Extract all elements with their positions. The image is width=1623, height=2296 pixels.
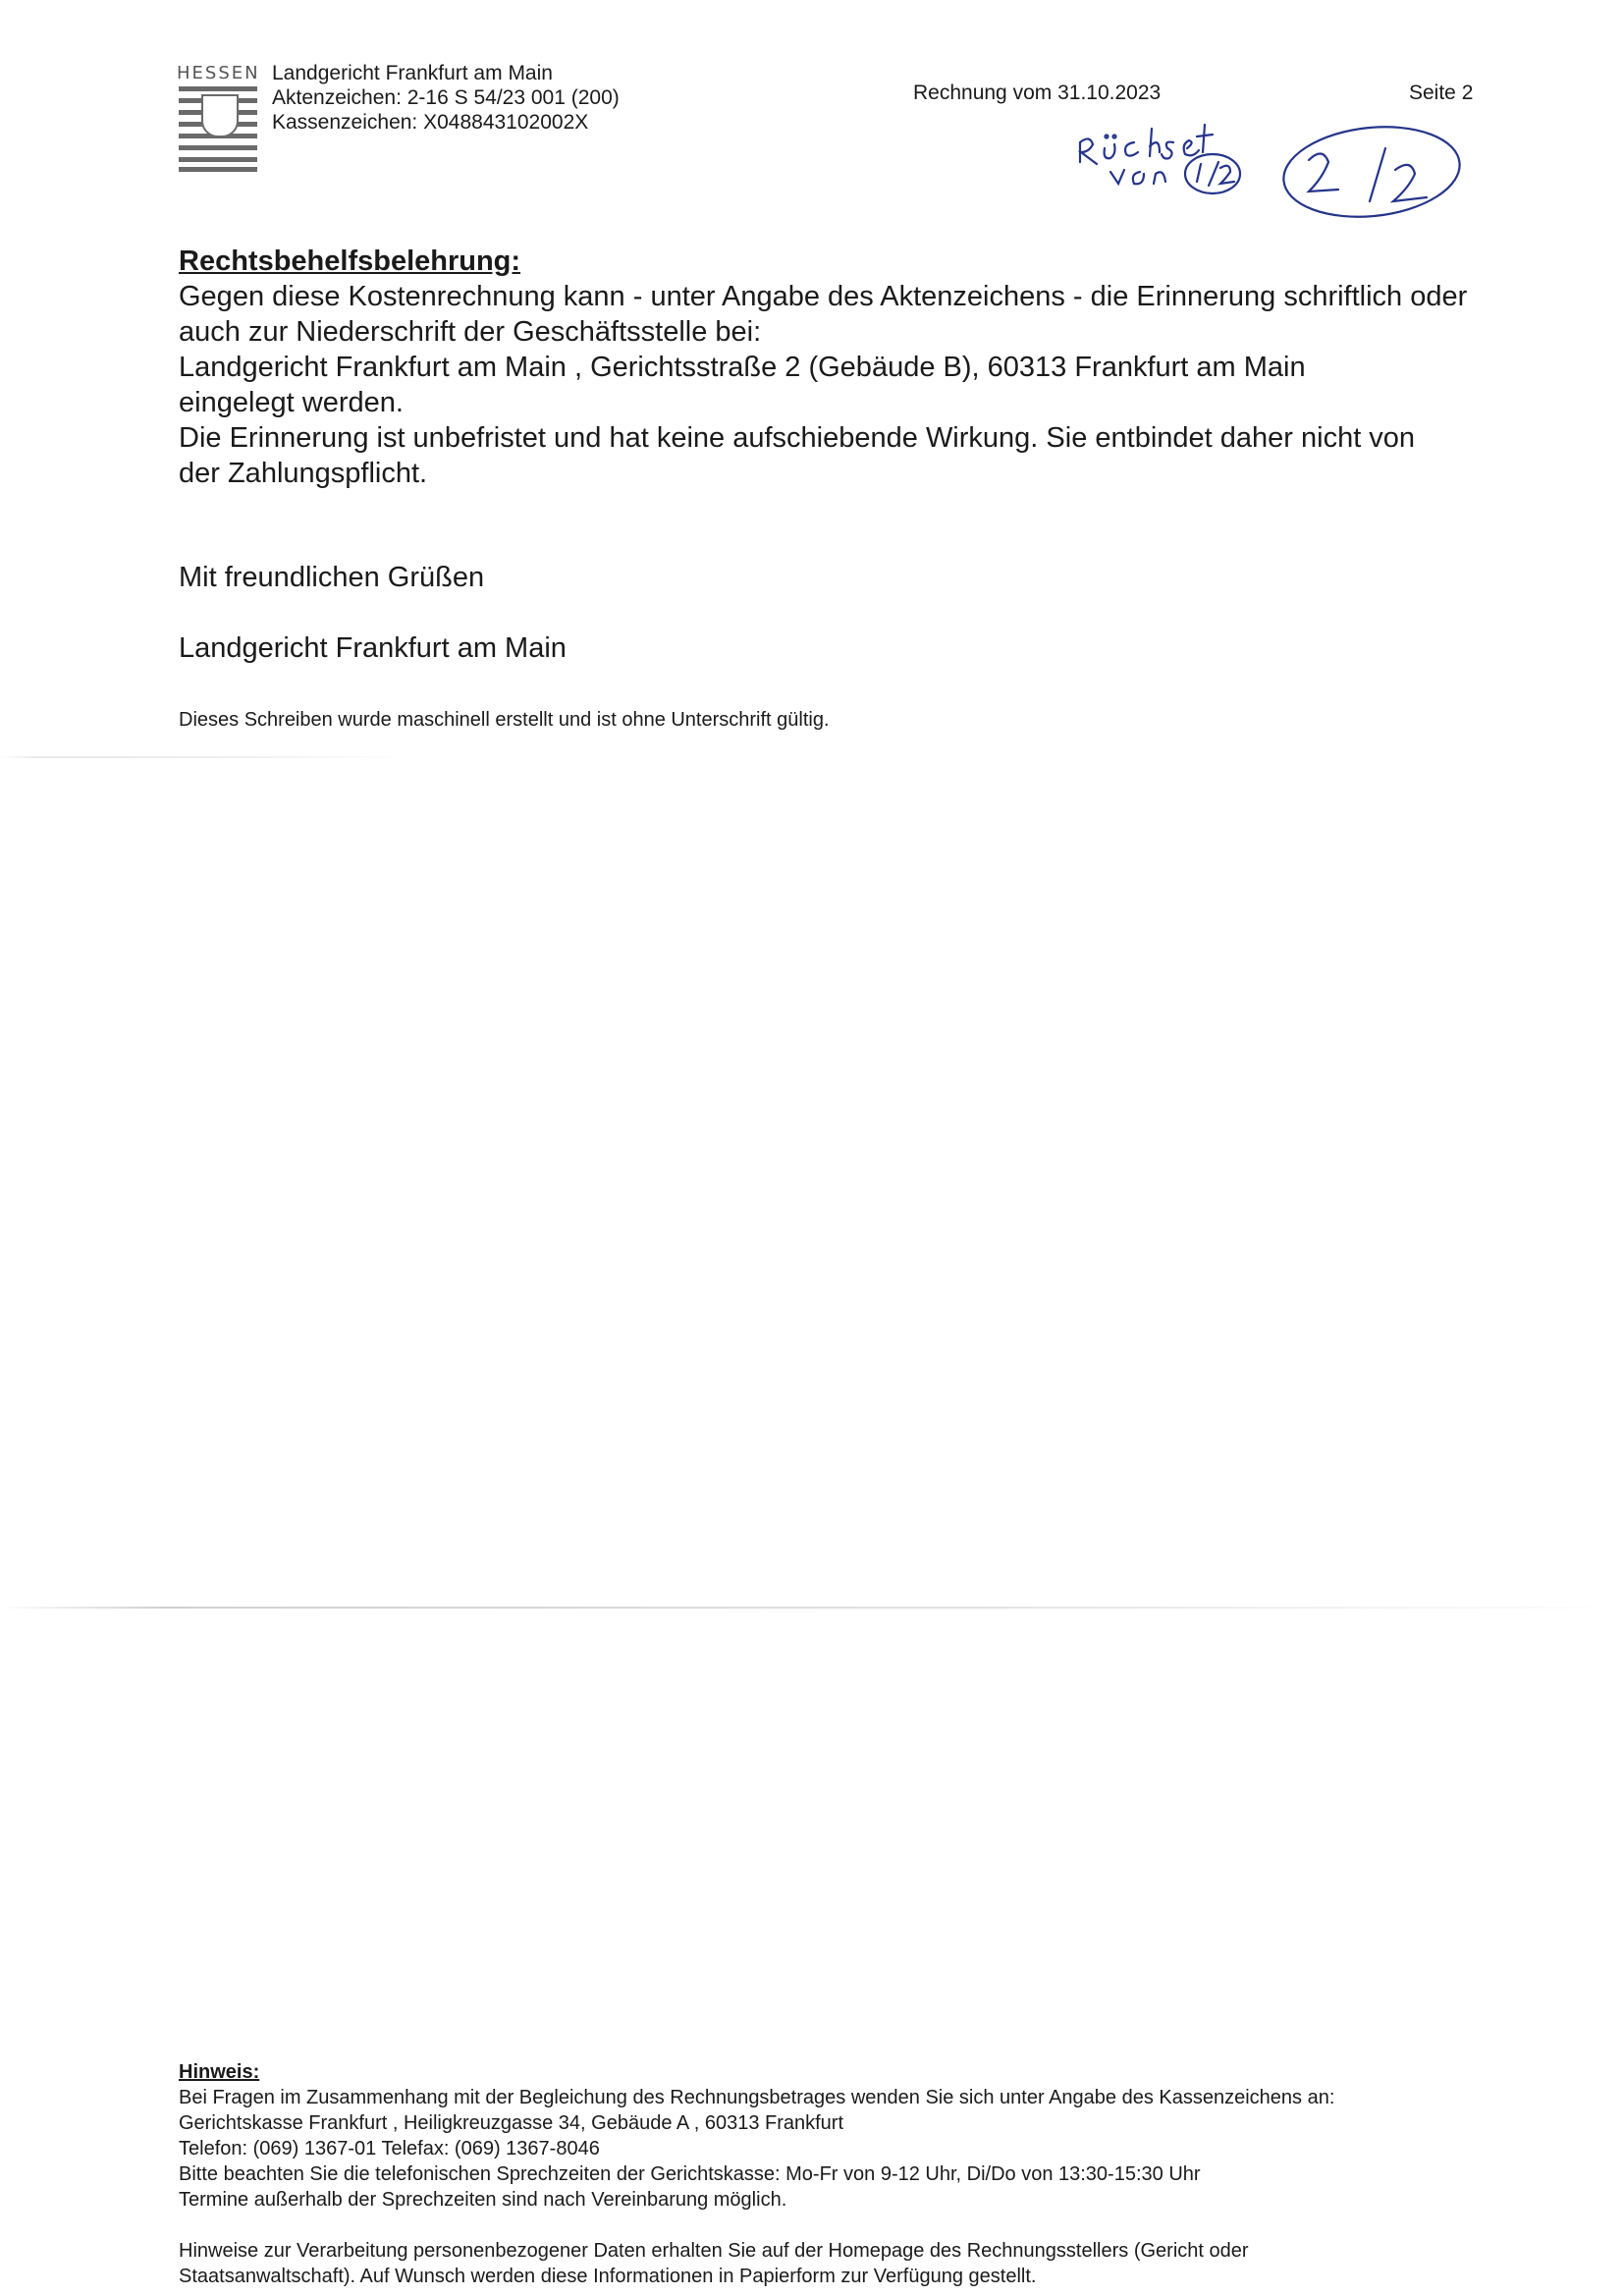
footer-privacy-notice [179,2238,1573,2289]
footer-line: Telefon: (069) 1367-01 Telefax: (069) 1367-8046 [179,2138,600,2159]
footer-privacy-line: Staatsanwaltschaft). Auf Wunsch werden diese Informationen in Papierform zur Verfügung gestellt. [179,2266,1037,2287]
legal-remedy-line: Gegen diese Kostenrechnung kann - unter Angabe des Aktenzeichens - die Erinnerung schriftlich oder [179,281,1468,312]
header-file-number: Aktenzeichen: 2-16 S 54/23 001 (200) [272,86,620,109]
legal-remedy-line: Landgericht Frankfurt am Main , Gerichtsstraße 2 (Gebäude B), 60313 Frankfurt am Main [179,352,1306,383]
legal-remedy-line: der Zahlungspflicht. [179,458,428,489]
hessen-crest-logo [179,86,257,171]
footer-line: Bei Fragen im Zusammenhang mit der Begleichung des Rechnungsbetrages wenden Sie sich unter Angabe des Kassenzeichens an: [179,2087,1335,2108]
footer-heading: Hinweis: [179,2061,260,2083]
legal-remedy-notice [179,244,1573,491]
footer-line: Bitte beachten Sie die telefonischen Sprechzeiten der Gerichtskasse: Mo-Fr von 9-12 Uhr, Di/Do von 13:30-15:30 Uhr [179,2163,1201,2185]
header-cash-number: Kassenzeichen: X048843102002X [272,111,589,134]
legal-remedy-line: Die Erinnerung ist unbefristet und hat keine aufschiebende Wirkung. Sie entbindet daher nicht von [179,422,1416,454]
page-number: Seite 2 [1409,82,1474,104]
closing-greeting: Mit freundlichen Grüßen [179,562,485,593]
legal-remedy-line: eingelegt werden. [179,387,404,418]
footer-privacy-line: Hinweise zur Verarbeitung personenbezogener Daten erhalten Sie auf der Homepage des Rechnungsstellers (Gericht oder [179,2240,1249,2262]
machine-generated-note: Dieses Schreiben wurde maschinell erstellt und ist ohne Unterschrift gültig. [179,709,830,731]
closing-court-name: Landgericht Frankfurt am Main [179,632,567,664]
legal-remedy-line: auch zur Niederschrift der Geschäftsstelle bei: [179,316,762,348]
scan-fold-line [0,1607,1623,1609]
footer-notice [179,2059,1573,2289]
footer-line: Gerichtskasse Frankfurt , Heiligkreuzgasse 34, Gebäude A , 60313 Frankfurt [179,2112,844,2134]
legal-remedy-heading: Rechtsbehelfsbelehrung: [179,246,521,277]
header-court-info [272,61,620,135]
footer-line: Termine außerhalb der Sprechzeiten sind nach Vereinbarung möglich. [179,2189,787,2211]
handwritten-annotation [1065,113,1478,226]
invoice-date: Rechnung vom 31.10.2023 [913,82,1162,104]
header-court-name: Landgericht Frankfurt am Main [272,62,553,84]
scan-fold-line [0,756,412,758]
hessen-logo-word: HESSEN [177,63,260,83]
lion-crest-icon [201,94,239,137]
